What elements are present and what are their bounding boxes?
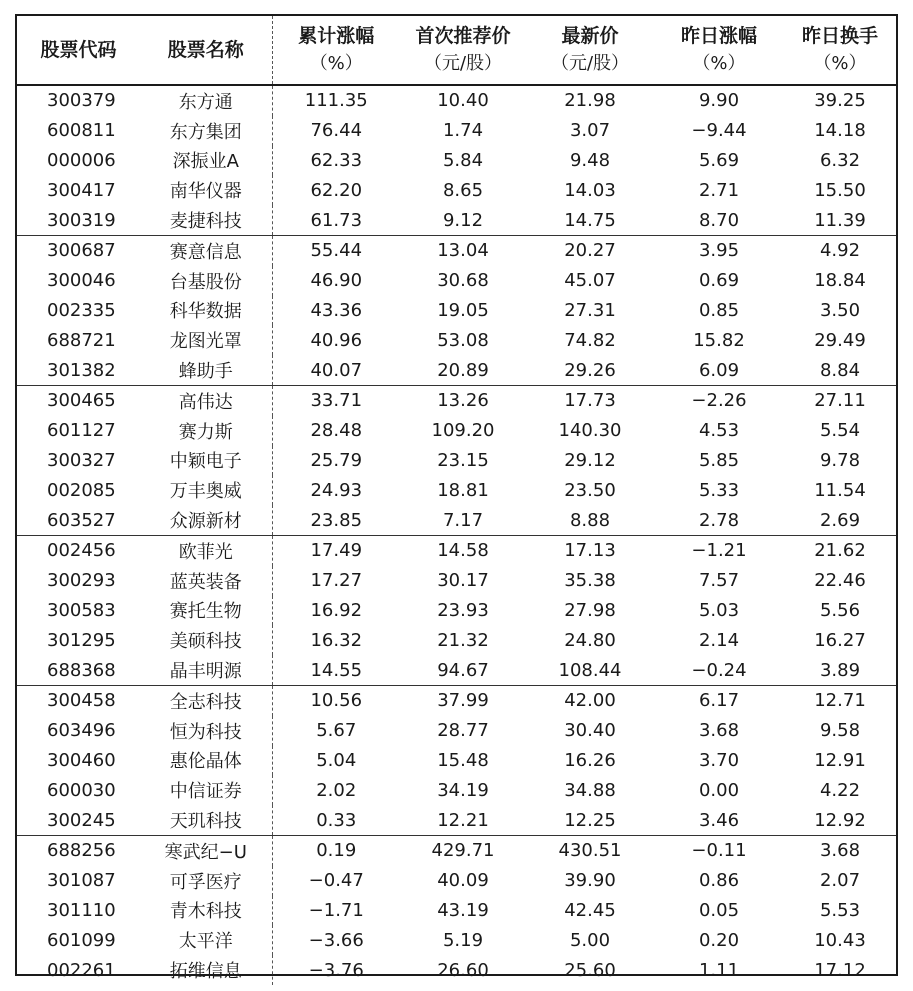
table-cell: 14.75: [526, 205, 654, 235]
table-cell: 9.78: [819, 449, 861, 471]
table-cell: 15.50: [814, 179, 866, 201]
table-cell: 40.09: [437, 870, 489, 892]
table-cell: 7.17: [400, 505, 526, 535]
table-cell: 晶丰明源: [140, 655, 272, 685]
table-row: [17, 116, 896, 146]
table-cell: 2.71: [698, 179, 740, 201]
column-header-label: 昨日涨幅: [680, 25, 757, 47]
table-row: [17, 175, 896, 205]
table-cell: 25.79: [272, 446, 400, 476]
table-cell: 22.46: [814, 570, 866, 592]
table-cell: 16.27: [814, 629, 866, 651]
table-cell: 5.03: [698, 599, 740, 621]
table-cell: 2.02: [272, 775, 400, 805]
table-cell: −1.71: [272, 896, 400, 926]
table-cell: 4.92: [819, 240, 861, 262]
table-cell: 24.80: [564, 629, 616, 651]
table-cell: 21.32: [437, 629, 489, 651]
table-cell: 科华数据: [169, 301, 242, 323]
table-cell: 21.98: [564, 90, 616, 112]
table-cell: 12.25: [526, 805, 654, 835]
column-header: [784, 16, 896, 85]
table-cell: 39.90: [564, 870, 616, 892]
table-cell: 3.07: [569, 120, 611, 142]
column-header-label: 最新价: [561, 25, 619, 47]
table-cell: 301110: [47, 899, 116, 921]
table-cell: 140.30: [558, 420, 622, 442]
table-cell: 300417: [47, 179, 116, 201]
table-cell: 10.56: [272, 685, 400, 715]
table-cell: 5.69: [698, 149, 740, 171]
table-cell: 29.26: [526, 355, 654, 385]
table-row: [17, 146, 896, 176]
table-cell: 10.43: [814, 929, 866, 951]
table-cell: 8.65: [442, 179, 484, 201]
table-cell: 18.81: [437, 479, 489, 501]
table-cell: 5.33: [698, 479, 740, 501]
table-row: [17, 625, 896, 655]
table-row: [17, 205, 896, 235]
column-header-unit: （%）: [309, 53, 363, 74]
table-cell: 13.26: [437, 390, 489, 412]
table-cell: 6.17: [698, 690, 740, 712]
table-cell: 17.73: [564, 390, 616, 412]
table-row: [17, 505, 896, 535]
table-row: [17, 716, 896, 746]
table-cell: 17.12: [814, 959, 866, 981]
table-cell: 35.38: [564, 570, 616, 592]
table-cell: 34.88: [564, 779, 616, 801]
table-cell: 高伟达: [178, 391, 233, 413]
table-row: [17, 596, 896, 626]
table-cell: 5.19: [442, 929, 484, 951]
table-cell: 5.56: [819, 599, 861, 621]
table-cell: 18.84: [814, 270, 866, 292]
table-row: [17, 385, 896, 415]
table-cell: 6.32: [819, 149, 861, 171]
table-cell: 55.44: [272, 235, 400, 265]
table-row: [17, 535, 896, 565]
table-cell: 4.22: [819, 779, 861, 801]
table-cell: 76.44: [272, 116, 400, 146]
table-cell: 14.18: [814, 120, 866, 142]
table-cell: 430.51: [558, 840, 622, 862]
table-cell: 002085: [47, 479, 116, 501]
table-cell: 30.40: [564, 720, 616, 742]
table-cell: 美硕科技: [169, 631, 242, 653]
table-cell: 9.12: [400, 205, 526, 235]
table-cell: 61.73: [272, 205, 400, 235]
table-cell: 43.36: [272, 296, 400, 326]
table-cell: 301382: [17, 355, 140, 385]
table-cell: 600811: [47, 120, 116, 142]
table-cell: 12.21: [400, 805, 526, 835]
table-cell: 301295: [47, 629, 116, 651]
table-cell: 42.00: [564, 690, 616, 712]
table-cell: 46.90: [272, 266, 400, 296]
table-cell: 62.33: [272, 146, 400, 176]
table-cell: 40.07: [272, 355, 400, 385]
table-cell: 301087: [47, 870, 116, 892]
column-header: [526, 16, 654, 85]
table-cell: 2.78: [654, 505, 784, 535]
table-cell: −0.24: [654, 655, 784, 685]
table-cell: 0.85: [698, 299, 740, 321]
table-cell: 10.40: [437, 90, 489, 112]
table-cell: 21.62: [814, 540, 866, 562]
table-cell: 11.54: [814, 479, 866, 501]
table-cell: 南华仪器: [169, 181, 242, 203]
table-row: [17, 566, 896, 596]
table-cell: 寒武纪−U: [164, 841, 247, 863]
table-cell: 94.67: [400, 655, 526, 685]
table-cell: 27.11: [814, 390, 866, 412]
table-cell: 东方通: [178, 91, 233, 113]
table-cell: 23.85: [272, 505, 400, 535]
table-cell: 9.58: [819, 720, 861, 742]
table-row: [17, 896, 896, 926]
table-cell: 赛力斯: [178, 421, 233, 443]
column-header-label: 首次推荐价: [415, 25, 511, 47]
table-cell: 688368: [17, 655, 140, 685]
table-cell: 29.49: [814, 329, 866, 351]
column-header-label: 累计涨幅: [298, 25, 375, 47]
table-cell: 恒为科技: [169, 721, 242, 743]
table-cell: 17.27: [272, 566, 400, 596]
table-cell: 台基股份: [169, 271, 242, 293]
table-cell: 蓝英装备: [169, 571, 242, 593]
table-cell: 5.67: [272, 716, 400, 746]
table-cell: 拓维信息: [169, 961, 242, 982]
table-cell: 万丰奥威: [169, 481, 242, 503]
table-cell: 8.88: [526, 505, 654, 535]
table-row: [17, 746, 896, 776]
table-cell: 5.04: [272, 746, 400, 776]
table-cell: 天玑科技: [140, 805, 272, 835]
table-cell: 3.68: [819, 840, 861, 862]
table-cell: 16.32: [272, 625, 400, 655]
table-row: [17, 955, 896, 985]
table-cell: 000006: [47, 149, 116, 171]
table-cell: 12.91: [814, 749, 866, 771]
table-cell: 5.00: [569, 929, 611, 951]
table-row: [17, 416, 896, 446]
table-cell: 1.74: [442, 120, 484, 142]
table-cell: 3.70: [698, 749, 740, 771]
table-cell: 2.07: [819, 870, 861, 892]
table-cell: 002261: [47, 959, 116, 981]
table-cell: 0.69: [698, 270, 740, 292]
table-cell: 14.55: [272, 655, 400, 685]
table-cell: 3.95: [698, 240, 740, 262]
table-cell: 17.13: [564, 540, 616, 562]
table-cell: 111.35: [272, 85, 400, 116]
table-row: [17, 805, 896, 835]
table-cell: 16.26: [564, 749, 616, 771]
table-cell: 11.39: [784, 205, 896, 235]
table-cell: −3.76: [272, 955, 400, 985]
table-cell: 9.90: [698, 90, 740, 112]
header-row: [17, 16, 896, 85]
table-cell: 688256: [47, 840, 116, 862]
table-cell: 东方集团: [169, 121, 242, 143]
column-header-label: 昨日换手: [801, 25, 878, 47]
column-header-unit: （%）: [813, 53, 867, 74]
table-cell: 30.68: [437, 270, 489, 292]
table-cell: 688721: [47, 329, 116, 351]
table-cell: −0.47: [272, 866, 400, 896]
table-cell: 17.49: [272, 535, 400, 565]
table-header: [17, 16, 896, 85]
table-cell: 太平洋: [178, 931, 233, 953]
table-cell: 53.08: [437, 329, 489, 351]
table-cell: 0.00: [698, 779, 740, 801]
table-cell: 26.60: [437, 959, 489, 981]
table-cell: 麦捷科技: [140, 205, 272, 235]
stock-recommendation-table: [17, 16, 896, 985]
table-cell: 深振业A: [172, 151, 239, 173]
column-header-label: 股票名称: [167, 39, 244, 61]
table-cell: 9.48: [569, 149, 611, 171]
column-header: [17, 16, 140, 85]
table-cell: 23.15: [437, 449, 489, 471]
table-cell: 300319: [17, 205, 140, 235]
table-cell: 龙图光罩: [169, 331, 242, 353]
table-cell: 14.58: [437, 540, 489, 562]
table-cell: 中颖电子: [169, 451, 242, 473]
table-cell: 众源新材: [140, 505, 272, 535]
table-cell: 300327: [47, 449, 116, 471]
column-header-unit: （%）: [692, 53, 746, 74]
table-cell: 3.46: [654, 805, 784, 835]
table-cell: 全志科技: [169, 691, 242, 713]
table-cell: 15.82: [693, 329, 745, 351]
table-cell: 28.48: [272, 416, 400, 446]
table-cell: 300046: [47, 270, 116, 292]
table-cell: 28.77: [437, 720, 489, 742]
table-row: [17, 655, 896, 685]
table-cell: 62.20: [272, 175, 400, 205]
table-cell: 40.96: [272, 325, 400, 355]
table-cell: 37.99: [437, 690, 489, 712]
table-cell: 12.92: [784, 805, 896, 835]
table-cell: 601099: [47, 929, 116, 951]
table-cell: 16.92: [272, 596, 400, 626]
table-cell: 蜂助手: [140, 355, 272, 385]
table-cell: 赛意信息: [169, 241, 242, 263]
table-cell: 1.11: [698, 959, 740, 981]
table-cell: 42.45: [564, 899, 616, 921]
table-cell: 赛托生物: [169, 601, 242, 623]
table-cell: 300245: [17, 805, 140, 835]
table-cell: 5.84: [442, 149, 484, 171]
table-body: [17, 85, 896, 985]
table-cell: 603496: [47, 720, 116, 742]
table-cell: 30.17: [437, 570, 489, 592]
table-cell: 6.09: [654, 355, 784, 385]
table-cell: 300379: [47, 90, 116, 112]
table-cell: 8.84: [784, 355, 896, 385]
table-cell: 25.60: [564, 959, 616, 981]
column-header: [400, 16, 526, 85]
table-row: [17, 866, 896, 896]
column-header: [654, 16, 784, 85]
table-cell: −2.26: [691, 390, 747, 412]
table-row: [17, 446, 896, 476]
table-cell: 74.82: [564, 329, 616, 351]
table-cell: 5.85: [698, 449, 740, 471]
table-cell: −1.21: [691, 540, 747, 562]
table-cell: 3.68: [698, 720, 740, 742]
table-cell: 5.53: [819, 899, 861, 921]
table-cell: 7.57: [698, 570, 740, 592]
table-cell: 23.50: [564, 479, 616, 501]
table-row: [17, 775, 896, 805]
table-cell: 300583: [47, 599, 116, 621]
table-cell: 3.50: [819, 299, 861, 321]
column-header-unit: （元/股）: [423, 53, 503, 74]
table-row: [17, 235, 896, 265]
table-cell: 002456: [47, 540, 116, 562]
table-row: [17, 85, 896, 116]
table-cell: 欧菲光: [178, 541, 233, 563]
table-cell: 中信证券: [169, 781, 242, 803]
table-cell: 109.20: [431, 420, 495, 442]
table-row: [17, 325, 896, 355]
table-cell: 20.89: [400, 355, 526, 385]
table-cell: −9.44: [691, 120, 747, 142]
table-cell: 8.70: [654, 205, 784, 235]
table-cell: 可孚医疗: [169, 871, 242, 893]
table-cell: 39.25: [814, 90, 866, 112]
table-row: [17, 925, 896, 955]
table-cell: 300458: [47, 690, 116, 712]
table-cell: 12.71: [814, 690, 866, 712]
table-cell: −0.11: [691, 840, 747, 862]
table-cell: 45.07: [564, 270, 616, 292]
column-header: [140, 16, 272, 85]
table-cell: 0.20: [698, 929, 740, 951]
table-row: [17, 475, 896, 505]
table-cell: 0.05: [698, 899, 740, 921]
table-cell: 惠伦晶体: [169, 751, 242, 773]
table-row: [17, 355, 896, 385]
table-row: [17, 266, 896, 296]
table-cell: 601127: [47, 420, 116, 442]
table-cell: 20.27: [564, 240, 616, 262]
table-cell: 600030: [47, 779, 116, 801]
table-cell: 15.48: [437, 749, 489, 771]
table-cell: 3.89: [784, 655, 896, 685]
table-cell: 2.14: [698, 629, 740, 651]
table-cell: 5.54: [819, 420, 861, 442]
table-cell: 429.71: [431, 840, 495, 862]
table-cell: 0.86: [698, 870, 740, 892]
table-cell: 13.04: [437, 240, 489, 262]
table-cell: 4.53: [698, 420, 740, 442]
table-cell: 33.71: [272, 385, 400, 415]
column-header: [272, 16, 400, 85]
table-row: [17, 296, 896, 326]
table-cell: 19.05: [437, 299, 489, 321]
table-row: [17, 685, 896, 715]
column-header-unit: （元/股）: [550, 53, 630, 74]
table-cell: 300460: [47, 749, 116, 771]
table-cell: 002335: [47, 299, 116, 321]
table-cell: 300293: [47, 570, 116, 592]
table-cell: 108.44: [526, 655, 654, 685]
table-cell: 27.31: [564, 299, 616, 321]
table-cell: 27.98: [564, 599, 616, 621]
table-cell: 300687: [47, 240, 116, 262]
table-cell: 300465: [47, 390, 116, 412]
table-cell: 29.12: [564, 449, 616, 471]
stock-table-frame: [15, 14, 898, 982]
table-cell: 2.69: [784, 505, 896, 535]
table-cell: 43.19: [437, 899, 489, 921]
table-cell: 603527: [17, 505, 140, 535]
table-cell: 0.19: [272, 835, 400, 865]
table-cell: 23.93: [437, 599, 489, 621]
table-cell: 青木科技: [169, 901, 242, 923]
table-row: [17, 835, 896, 865]
table-cell: 0.33: [272, 805, 400, 835]
table-cell: 34.19: [437, 779, 489, 801]
table-cell: −3.66: [272, 925, 400, 955]
table-cell: 14.03: [564, 179, 616, 201]
column-header-label: 股票代码: [40, 39, 117, 61]
table-cell: 24.93: [272, 475, 400, 505]
